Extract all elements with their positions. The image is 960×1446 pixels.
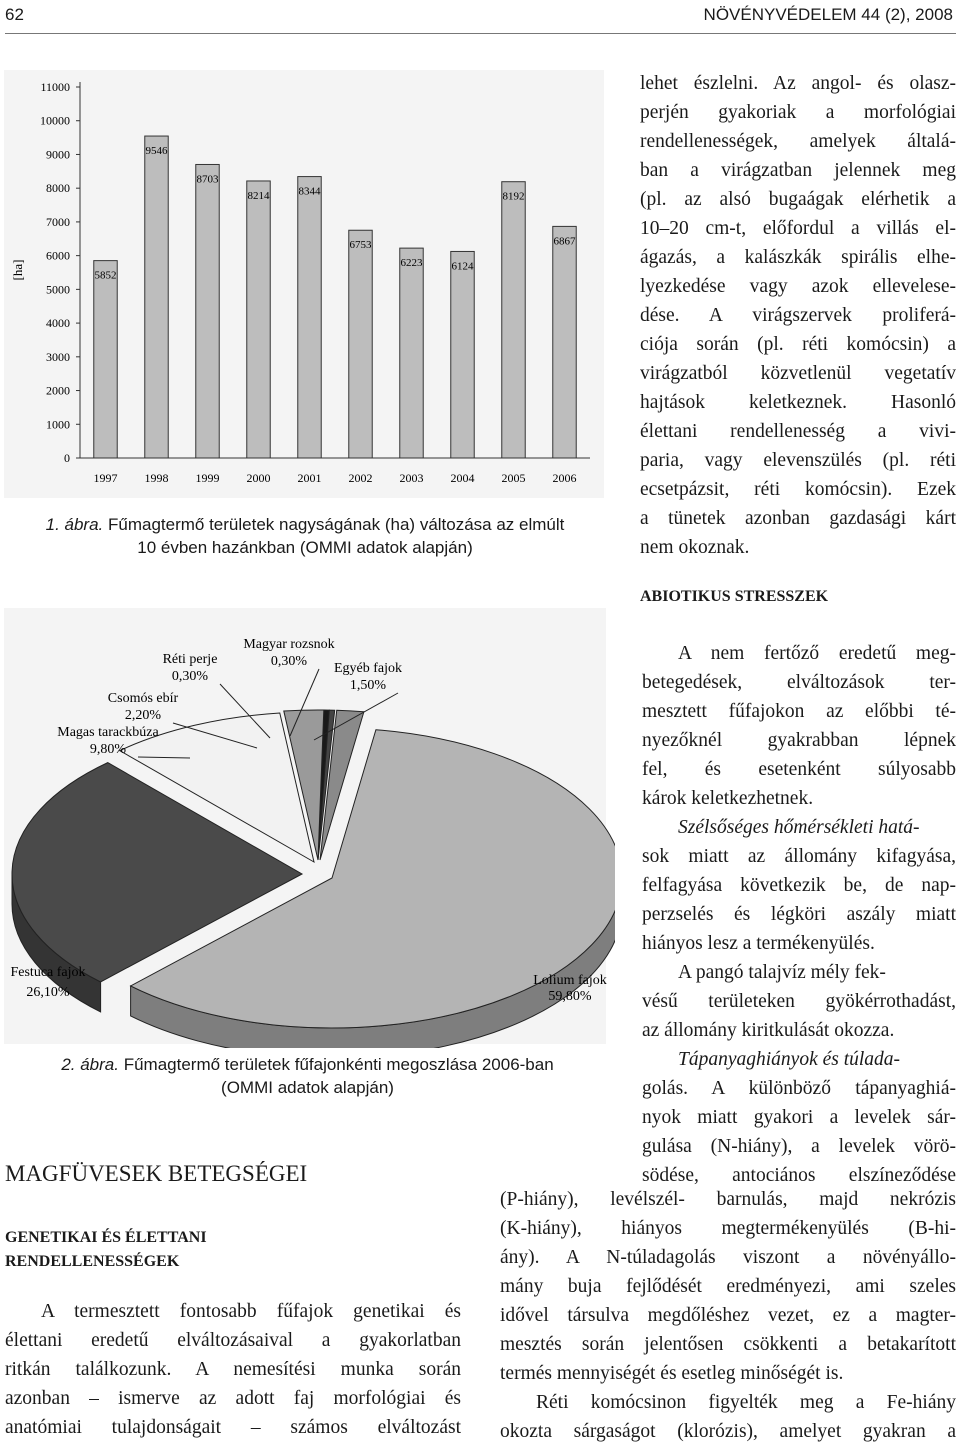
bar-value-label: 6124 <box>451 260 474 273</box>
pie-label-reti-perje-pct: 0,30% <box>171 669 209 684</box>
text-line: károk keletkezhetnek. <box>642 788 814 809</box>
text-line: ciója során (pl. réti komócsin) a <box>640 334 956 355</box>
text-line: az állomány kiritkulását okozza. <box>642 1020 895 1041</box>
text-line: ritkán találkozunk. A nemesítési munka során <box>5 1359 461 1380</box>
right-column-text <box>640 69 956 562</box>
abiotic-text-continued <box>500 1185 956 1446</box>
header-rule <box>5 33 956 34</box>
y-tick-label: 0 <box>64 451 70 465</box>
text-line: mesztés során jelentősen csökkenti a betakarított <box>500 1334 956 1355</box>
bar-2002 <box>349 230 372 458</box>
text-line: vésű területeken gyökérrothadást, <box>642 991 956 1012</box>
text-line: termés mennyiségét és esetleg minőségét is. <box>500 1363 844 1384</box>
bar-value-label: 6867 <box>553 235 576 248</box>
sub-heading-line-2: RENDELLENESSÉGEK <box>5 1253 180 1270</box>
pie-label-egyeb-fajok: Egyéb fajok <box>333 661 403 676</box>
bar-chart-y-axis-label: [ha] <box>10 259 25 281</box>
pie-label-magyar-rozsnok: Magyar rozsnok <box>243 637 335 652</box>
text-line: perjén gyakoriak a morfológiai <box>640 102 956 123</box>
pie-chart <box>0 608 615 1048</box>
bar-1998 <box>145 136 168 458</box>
text-line: södése, antociános elszíneződése <box>642 1165 956 1186</box>
pie-label-magas-tarackbuza: Magas tarackbúza <box>57 725 159 740</box>
text-line: élettani eredetű elváltozásaival a gyakorlatban <box>5 1330 461 1351</box>
figure2-caption-line2: (OMMI adatok alapján) <box>221 1078 394 1097</box>
bar-value-label: 6753 <box>349 239 372 252</box>
pie-label-festuca-pct: 26,10% <box>26 985 70 1000</box>
x-tick-label: 2004 <box>450 471 475 485</box>
pie-label-magyar-rozsnok-pct: 0,30% <box>270 654 308 669</box>
text-line: azonban – ismerve az adott faj morfológiai és <box>5 1388 461 1409</box>
text-line: A termesztett fontosabb fűfajok genetikai és <box>41 1301 461 1322</box>
bar-2000 <box>247 181 270 458</box>
text-line: sok miatt az állomány kifagyása, <box>642 846 956 867</box>
text-line: okozta sárgaságot (klorózis), amelyet gyakran a <box>500 1421 956 1442</box>
pie-label-festuca: Festuca fajok <box>10 965 86 980</box>
text-line: lyezkedése vagy azok ellevelese- <box>640 276 956 297</box>
text-line: virágzatból közvetlenül vegetatív <box>640 363 956 384</box>
figure1-caption-label: 1. ábra. <box>45 515 104 534</box>
bar-value-label: 6223 <box>400 257 423 270</box>
text-line: Szélsőséges hőmérsékleti hatá- <box>678 817 920 838</box>
text-line: Réti komócsinon figyelték meg a Fe-hiány <box>536 1392 956 1413</box>
text-line: lehet észlelni. Az angol- és olasz- <box>640 73 956 94</box>
text-line: paria, vagy elevenszülés (pl. réti <box>640 450 956 471</box>
abiotic-heading: ABIOTIKUS STRESSZEK <box>640 588 829 605</box>
figure1-caption-line2: 10 évben hazánkban (OMMI adatok alapján) <box>137 538 473 557</box>
text-line: élettani rendellenesség a vivi- <box>640 421 956 442</box>
bar-2001 <box>298 177 321 458</box>
text-line: perzselés és légköri aszály miatt <box>642 904 956 925</box>
x-tick-label: 2006 <box>552 471 577 485</box>
pie-label-csomos-ebir: Csomós ebír <box>107 691 179 706</box>
text-line: nyezőknél gyakrabban lépnek <box>642 730 956 751</box>
pie-label-lolium: Lolium fajok <box>533 973 607 988</box>
y-tick-label: 10000 <box>40 113 70 128</box>
text-line: mány buja fejlődését eredményezi, ami szeles <box>500 1276 956 1297</box>
text-line: (K-hiány), hiányos megtermékenyülés (B-hi- <box>500 1218 956 1239</box>
text-line: (P-hiány), levélszél- barnulás, majd nekrózis <box>500 1189 956 1210</box>
bar-value-label: 8192 <box>502 190 525 203</box>
pie-label-csomos-ebir-pct: 2,20% <box>124 708 162 723</box>
x-tick-label: 2002 <box>348 471 373 485</box>
page-number: 62 <box>5 5 24 24</box>
text-line: a tünetek azonban gazdasági kárt <box>640 508 956 529</box>
figure1-caption-text: Fűmagtermő területek nagyságának (ha) változása az elmúlt <box>103 515 565 534</box>
bar-1997 <box>94 261 117 458</box>
text-line: A nem fertőző eredetű meg- <box>678 643 956 664</box>
y-tick-label: 3000 <box>46 349 70 364</box>
intro-paragraph <box>5 1297 461 1442</box>
text-line: anatómiai tulajdonságait – számos elváltozást <box>5 1417 461 1438</box>
figure2-caption <box>0 1053 615 1099</box>
figure1-caption <box>0 513 610 559</box>
text-line: idővel társulva megdőléshez vezet, ez a magter- <box>500 1305 956 1326</box>
sub-heading <box>5 1226 207 1274</box>
text-line: ágazás, a kalászkák spirális elhe- <box>640 247 956 268</box>
text-line: gulása (N-hiány), a levelek vörö- <box>642 1136 956 1157</box>
y-tick-label: 5000 <box>46 282 70 297</box>
x-tick-label: 1998 <box>144 471 169 485</box>
bar-value-label: 8703 <box>196 173 219 186</box>
pie-label-lolium-pct: 59,80% <box>548 989 592 1004</box>
text-line: hajtások keletkeznek. Hasonló <box>640 392 956 413</box>
y-tick-label: 9000 <box>46 147 70 162</box>
x-tick-label: 1997 <box>93 471 118 485</box>
bar-2003 <box>400 248 423 458</box>
text-line: A pangó talajvíz mély fek- <box>678 962 886 983</box>
bar-value-label: 8344 <box>298 185 321 198</box>
text-line: Tápanyaghiányok és túlada- <box>678 1049 901 1070</box>
text-line: (pl. az alsó bugaágak elérhetik a <box>640 189 956 210</box>
y-tick-label: 1000 <box>46 417 70 432</box>
text-line: ban a virágzatban jelennek meg <box>640 160 956 181</box>
y-tick-label: 6000 <box>46 248 70 263</box>
bar-2004 <box>451 251 474 458</box>
figure2-caption-text: Fűmagtermő területek fűfajonkénti megoszlása 2006-ban <box>118 1055 554 1074</box>
x-tick-label: 2003 <box>399 471 424 485</box>
x-tick-label: 2000 <box>246 471 271 485</box>
text-line: rendellenességek, amelyek általá- <box>640 131 956 152</box>
bar-2006 <box>553 226 576 458</box>
text-line: felfagyása következik be, de nap- <box>642 875 956 896</box>
x-tick-label: 2005 <box>501 471 526 485</box>
pie-label-reti-perje: Réti perje <box>162 652 218 667</box>
x-tick-label: 1999 <box>195 471 220 485</box>
figure2-caption-label: 2. ábra. <box>61 1055 119 1074</box>
pie-label-magas-tarackbuza-pct: 9,80% <box>89 742 127 757</box>
text-line: hiányos lesz a termékenyülés. <box>642 933 875 954</box>
bar-2005 <box>502 182 525 458</box>
text-line: betegedések, elváltozások ter- <box>642 672 956 693</box>
y-tick-label: 11000 <box>40 80 70 94</box>
text-line: fel, és esetenként súlyosabb <box>642 759 956 780</box>
bar-value-label: 8214 <box>247 189 270 202</box>
text-line: mesztett fűfajokon az előbbi té- <box>642 701 956 722</box>
bar-1999 <box>196 164 219 458</box>
text-line: dése. A virágszervek proliferá- <box>640 305 956 326</box>
text-line: nyok miatt gyakori a levelek sár- <box>642 1107 956 1128</box>
bar-chart <box>0 70 610 500</box>
y-tick-label: 2000 <box>46 383 70 398</box>
text-line: ány). A N-túladagolás viszont a növényállo- <box>500 1247 956 1268</box>
text-line: ecsetpázsit, réti komócsin). Ezek <box>640 479 956 500</box>
y-tick-label: 4000 <box>46 316 70 331</box>
bar-value-label: 9546 <box>145 145 168 158</box>
text-line: golás. A különböző tápanyaghiá- <box>642 1078 956 1099</box>
text-line: nem okoznak. <box>640 537 750 558</box>
x-tick-label: 2001 <box>297 471 322 485</box>
section-title: MAGFÜVESEK BETEGSÉGEI <box>5 1161 308 1186</box>
sub-heading-line-1: GENETIKAI ÉS ÉLETTANI <box>5 1229 207 1246</box>
bar-value-label: 5852 <box>94 269 117 282</box>
y-tick-label: 8000 <box>46 181 70 196</box>
pie-label-egyeb-fajok-pct: 1,50% <box>349 678 387 693</box>
y-tick-label: 7000 <box>46 214 70 229</box>
journal-title: NÖVÉNYVÉDELEM 44 (2), 2008 <box>703 5 953 24</box>
abiotic-text <box>642 639 956 1190</box>
text-line: 10–20 cm-t, előfordul a villás el- <box>640 218 956 239</box>
